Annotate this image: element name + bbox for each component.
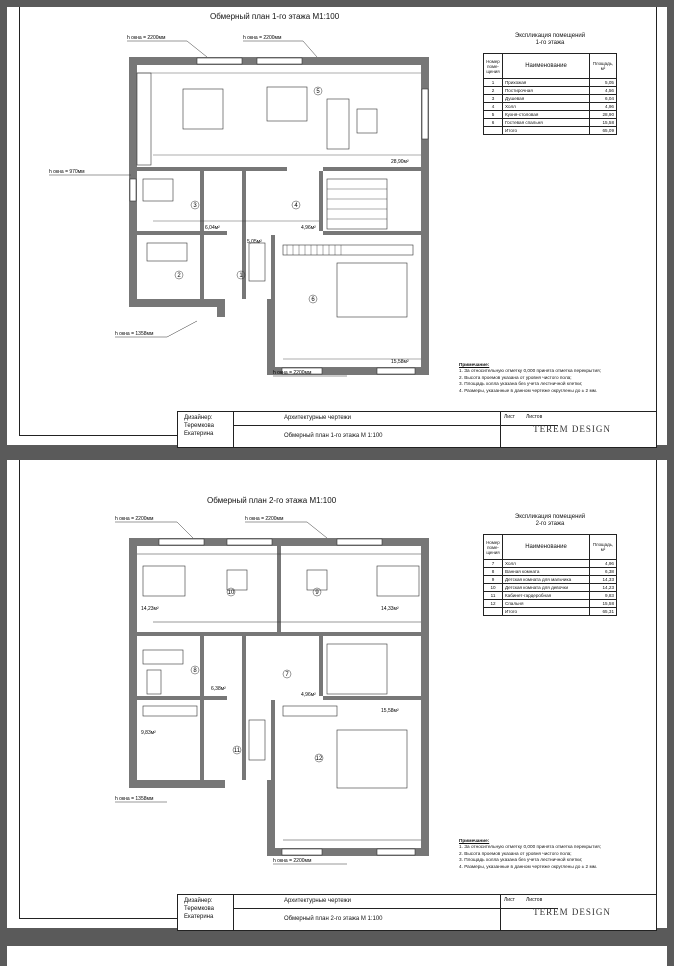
floor-plan-2 [87,510,467,870]
room-number: 6 [311,297,315,303]
table-row: 9 Детская комната для мальчика 14,33 [484,576,617,584]
room-number: 8 [193,668,197,674]
room-area: 4,96м² [301,692,316,698]
room-area: 14,33м² [381,606,399,612]
room-area: 15,58м² [391,359,409,365]
window-label: h окна = 2200мм [273,858,312,864]
window-label: h окна = 2200мм [245,516,284,522]
plan-title: Обмерный план 1-го этажа М1:100 [210,12,340,21]
room-number: 3 [193,203,197,209]
room-number: 4 [294,203,298,209]
table-row: 6 Гостевая спальня 15,58 [484,119,617,127]
explication-subtitle: 1-го этажа [535,40,565,46]
drawing-name: Обмерный план 1-го этажа М 1:100 [284,433,383,439]
drawing-sheet-1 [7,7,667,445]
plan-title: Обмерный план 2-го этажа М1:100 [207,496,337,505]
window-label: h окна = 1358мм [115,331,154,337]
designer-label: Дизайнер: [184,898,213,904]
section-name: Архитектурные чертежи [234,412,500,426]
explication-table-2 [483,514,617,616]
room-number: 5 [316,89,320,95]
note-line: 4. Размеры, указанные в данном чертеже округлены до ± 2 мм. [459,387,598,393]
designer-label: Дизайнер: [184,415,213,421]
table-row-total: Итого 65,31 [484,608,617,616]
room-area: 6,04м² [205,225,220,231]
col-area: Площадь, м² [590,535,617,560]
window-label: h окна = 2200мм [115,516,154,522]
floor-plan-1-drawing [49,29,467,389]
room-number: 1 [239,273,243,279]
note-line: 2. Высота проемов указана от уровня чистого пола; [459,374,572,380]
col-area: Площадь, м² [590,54,617,79]
note-line: 4. Размеры, указанные в данном чертеже округлены до ± 2 мм. [459,863,598,869]
room-number: 7 [285,672,289,678]
room-area: 14,23м² [141,606,159,612]
room-number: 12 [315,756,323,762]
explication-title: Экспликация помещений [514,514,586,520]
sheet-label: Лист [504,897,515,903]
terem-design-logo: TEREM DESIGN [533,907,611,917]
room-number: 9 [315,590,319,596]
sheets-label: Листов [526,414,543,420]
sheet-label: Лист [504,414,515,420]
table-row: 7 Холл 4,96 [484,560,617,568]
explication-table-1 [483,33,617,135]
col-name: Наименование [503,535,590,560]
notes-block-2 [459,838,655,870]
note-line: 3. Площадь холла указана без учета лестничной клетки; [459,381,583,387]
window-label: h окна = 2200мм [243,35,282,41]
designer-name: Теремкова [184,906,214,912]
room-area: 15,58м² [381,708,399,714]
explication-title: Экспликация помещений [514,33,586,39]
room-number: 10 [227,590,235,596]
designer-name: Екатерина [184,431,214,437]
outer-walls [129,57,429,375]
note-line: 1. За относительную отметку 0,000 принята отметка перекрытия; [459,368,601,374]
note-line: 1. За относительную отметку 0,000 принята отметка перекрытия; [459,844,601,850]
window-label: h окна = 2200мм [127,35,166,41]
sheets-label: Листов [526,897,543,903]
title-block-1 [177,411,657,448]
col-name: Наименование [503,54,590,79]
col-number: Номер поме-щения [484,54,503,79]
drawing-name: Обмерный план 2-го этажа М 1:100 [284,916,383,922]
terem-design-logo: TEREM DESIGN [533,424,611,434]
explication-subtitle: 2-го этажа [535,521,565,527]
floor-plan-2-drawing [87,510,467,870]
notes-title: Примечание: [459,838,490,843]
room-area: 28,90м² [391,159,409,165]
floor-plan-1 [49,29,467,389]
table-row: 11 Кабинет-гардеробная 9,83 [484,592,617,600]
window-label: h окна = 1358мм [115,796,154,802]
table-row: 10 Детская комната для девочки 14,23 [484,584,617,592]
table-row: 8 Ванная комната 6,38 [484,568,617,576]
drawing-sheet-2 [7,460,667,928]
room-area: 4,96м² [301,225,316,231]
room-area: 5,05м² [247,239,262,245]
title-block-2 [177,894,657,931]
note-line: 3. Площадь холла указана без учета лестничной клетки; [459,857,583,863]
table-row: 1 Прихожая 5,05 [484,79,617,87]
room-number: 2 [177,273,181,279]
table-row: 5 Кухня-столовая 28,90 [484,111,617,119]
designer-name: Екатерина [184,914,214,920]
notes-title: Примечание: [459,362,490,367]
room-number: 11 [233,748,241,754]
table-row: 12 Спальня 15,58 [484,600,617,608]
notes-block-1 [459,362,655,394]
table-row: 2 Постирочная 4,56 [484,87,617,95]
table-row-total: Итого 65,09 [484,127,617,135]
drawing-sheet-3-partial [7,946,667,966]
room-area: 9,83м² [141,730,156,736]
section-name: Архитектурные чертежи [234,895,500,909]
designer-name: Теремкова [184,423,214,429]
table-row: 3 Душевая 6,04 [484,95,617,103]
window-label: h окна = 2200мм [273,370,312,376]
note-line: 2. Высота проемов указана от уровня чистого пола; [459,850,572,856]
col-number: Номер поме-щения [484,535,503,560]
table-row: 4 Холл 4,96 [484,103,617,111]
room-area: 6,38м² [211,686,226,692]
window-label: h окна = 970мм [49,169,85,175]
